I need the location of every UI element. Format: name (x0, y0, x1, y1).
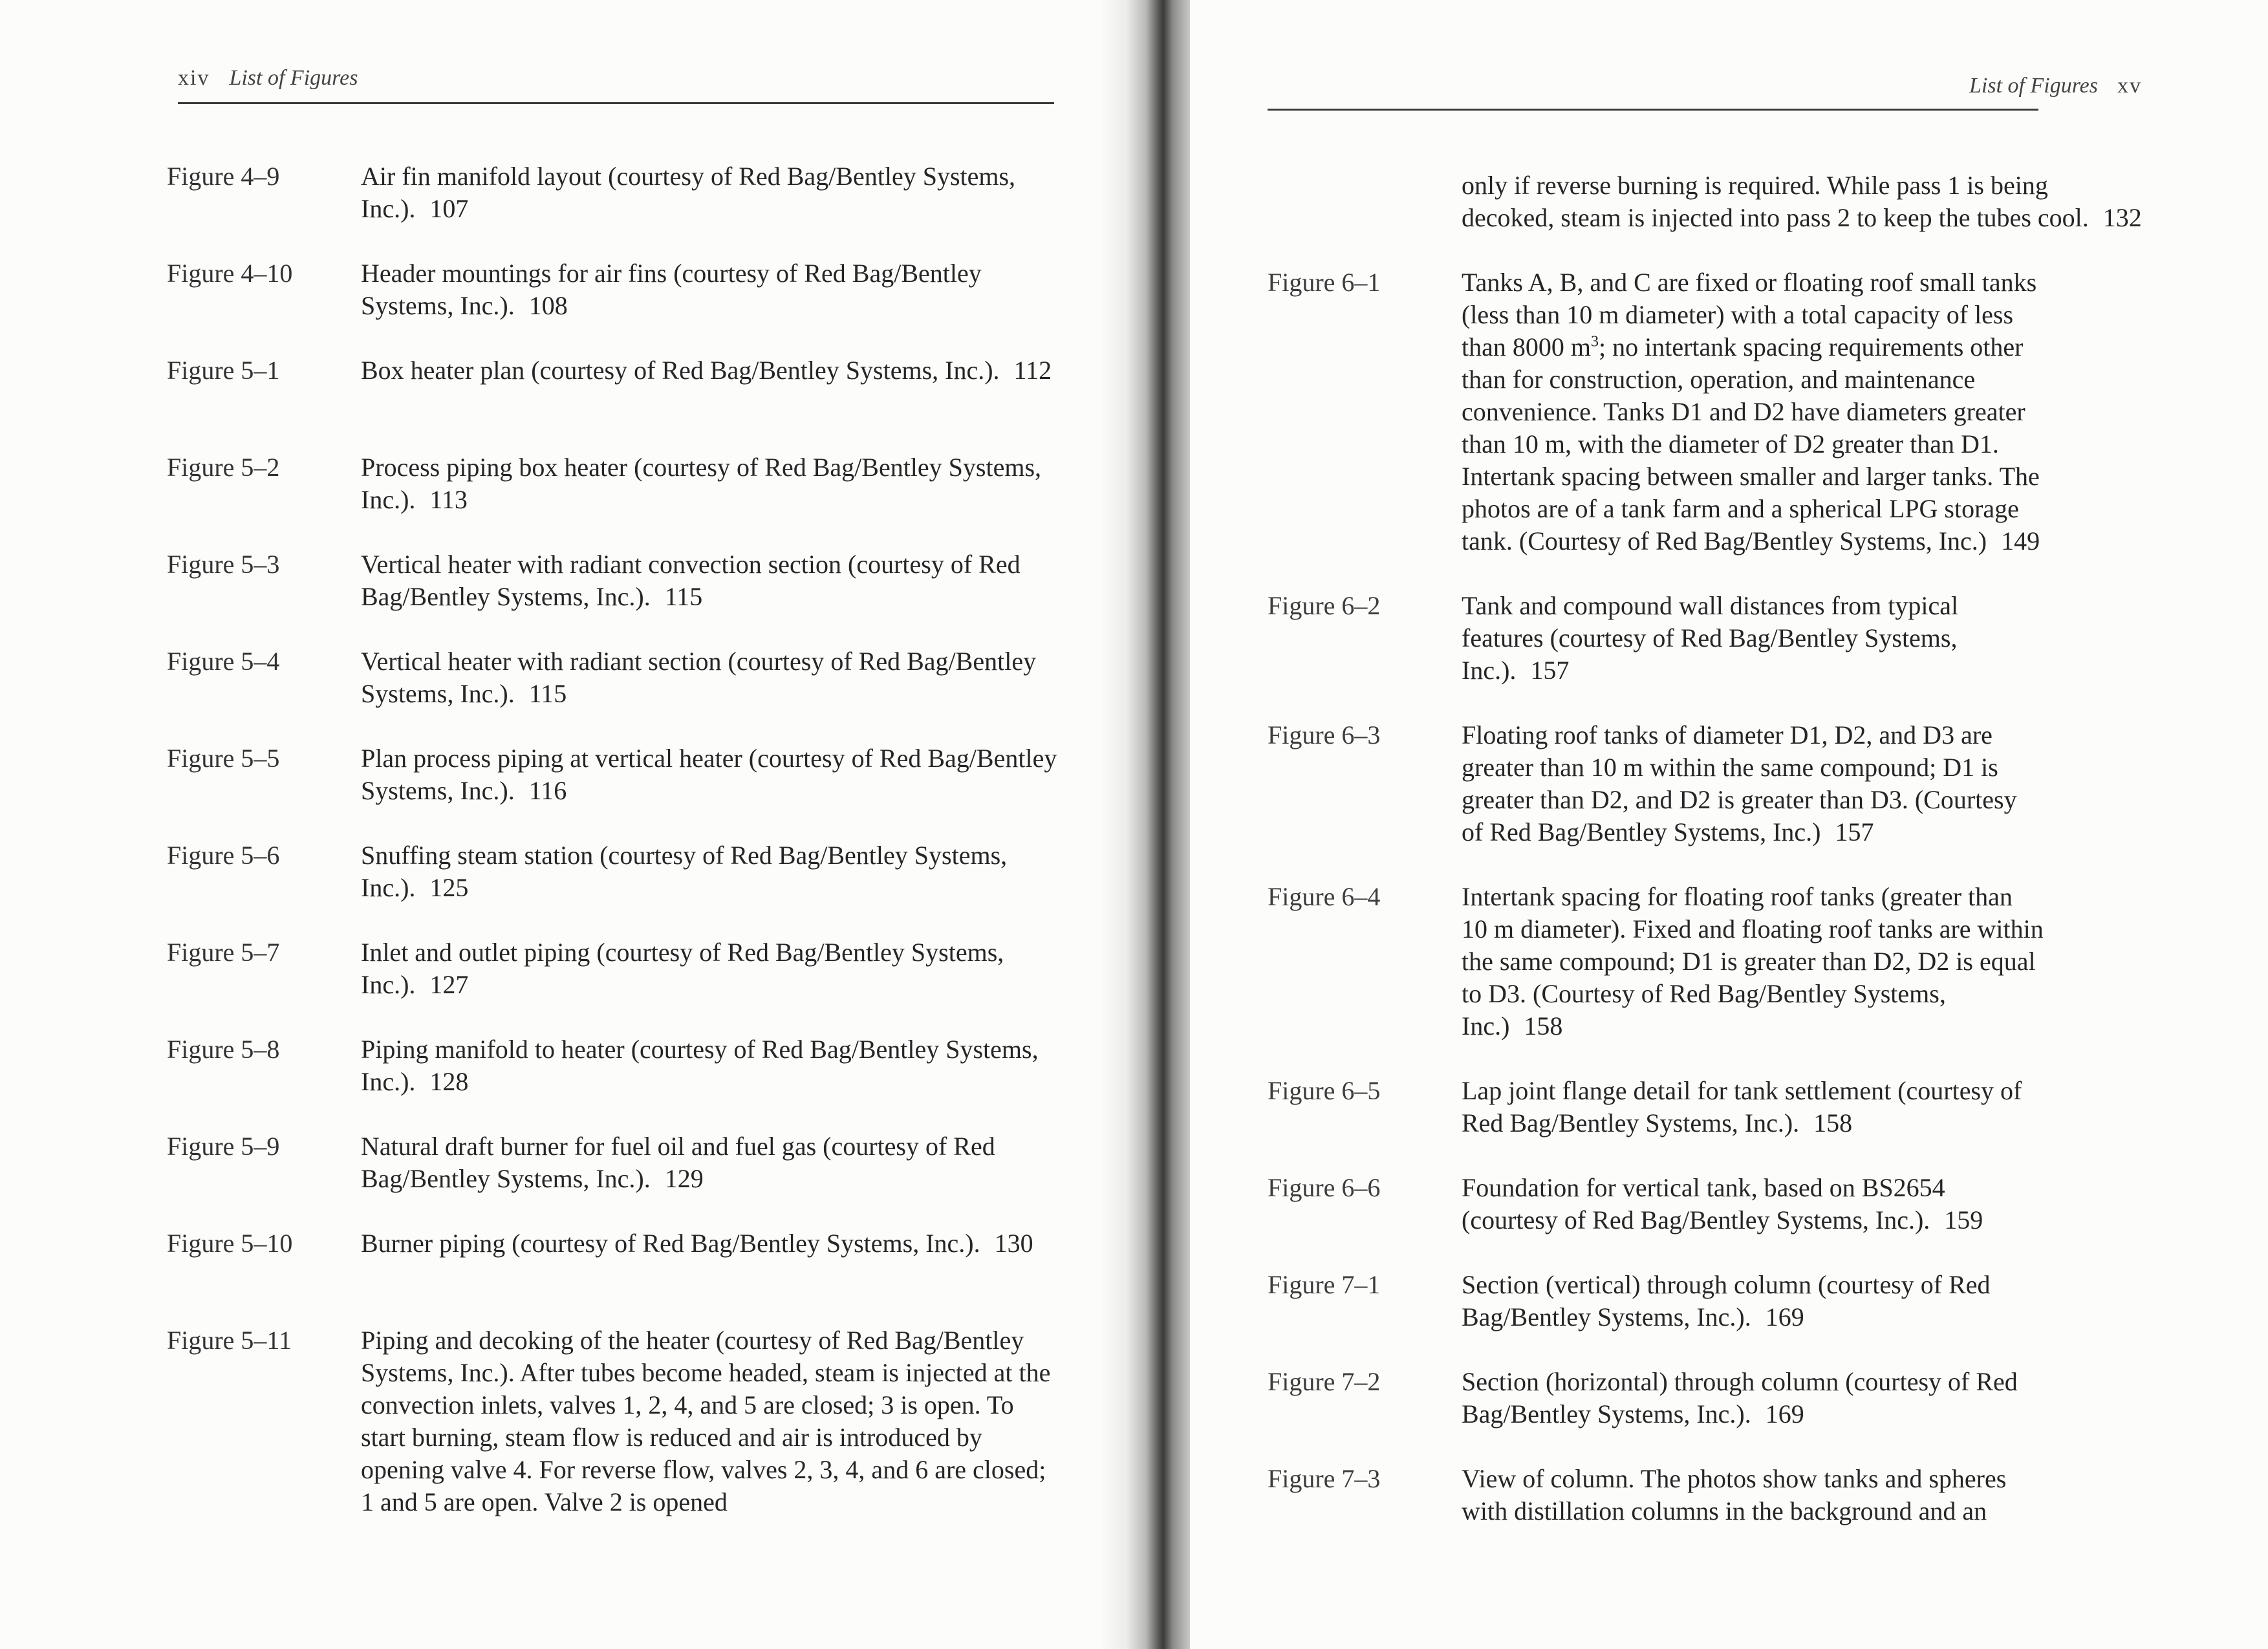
superscript: 3 (1590, 333, 1599, 350)
caption-text: Floating roof tanks of diameter D1, D2, and D3 are greater than 10 m within the same compound; D1 is greater than D2, and D2 is greater than D3. (Courtesy of Red Bag/Bentley Systems, Inc.) (1462, 720, 2017, 846)
figure-entry (1268, 1172, 2044, 1236)
figure-entry (1268, 719, 2044, 848)
figure-page-number: 158 (1524, 1011, 1563, 1040)
figure-label: Figure 5–6 (167, 841, 280, 870)
figure-caption (1462, 719, 2044, 848)
figure-entry (1268, 1463, 2044, 1527)
figure-entry (1268, 266, 2044, 557)
left-page-header (178, 66, 358, 91)
figure-caption (361, 645, 1059, 710)
figure-entry (167, 645, 1059, 742)
figure-caption (361, 1130, 1059, 1195)
figure-label: Figure 5–1 (167, 356, 280, 385)
figure-caption (1462, 1075, 2044, 1139)
figure-page-number: 125 (429, 873, 469, 902)
caption-text: Lap joint flange detail for tank settlement (courtesy of Red Bag/Bentley Systems, Inc.). (1462, 1076, 2022, 1137)
right-page-folio: xv (2117, 74, 2142, 98)
figure-page-number: 157 (1530, 656, 1570, 685)
figure-entry (167, 839, 1059, 936)
figure-label: Figure 7–1 (1268, 1270, 1381, 1299)
figure-label: Figure 5–2 (167, 453, 280, 482)
caption-text: Vertical heater with radiant section (courtesy of Red Bag/Bentley Systems, Inc.). (361, 647, 1037, 708)
figure-label: Figure 5–10 (167, 1229, 293, 1258)
caption-text: Plan process piping at vertical heater (courtesy of Red Bag/Bentley Systems, Inc.). (361, 744, 1057, 805)
figure-entry (167, 354, 1059, 451)
figure-caption (361, 1227, 1059, 1260)
figure-caption (361, 1033, 1059, 1098)
figure-label: Figure 5–11 (167, 1326, 292, 1355)
figure-label: Figure 6–5 (1268, 1076, 1381, 1105)
right-page (1190, 0, 2268, 1649)
figure-page-number: 115 (528, 679, 567, 708)
figure-page-number: 127 (429, 970, 469, 999)
right-header-rule (1268, 109, 2038, 111)
figure-page-number: 116 (528, 776, 567, 805)
figure-page-number: 107 (429, 194, 469, 223)
figure-label: Figure 6–1 (1268, 268, 1381, 297)
figure-label: Figure 5–7 (167, 938, 280, 967)
caption-text: Piping manifold to heater (courtesy of Red Bag/Bentley Systems, Inc.). (361, 1035, 1039, 1096)
caption-text: Intertank spacing for floating roof tanks (greater than 10 m diameter). Fixed and floating roof tanks are within the same compound; D1 is greater than D2, D2 is equal to D3. (Courtesy of Red Bag/Bentley Systems, Inc.) (1462, 882, 2044, 1040)
caption-text: Box heater plan (courtesy of Red Bag/Bentley Systems, Inc.). (361, 356, 1000, 385)
caption-text: ; no intertank spacing requirements other than for construction, operation, and maintenance convenience. Tanks D1 and D2 have diameters greater than 10 m, with the diameter of D2 greater than D1. Intertank spacing between smaller and larger tanks. The photos are of a tank farm and a spherical LPG storage tank. (Courtesy of Red Bag/Bentley Systems, Inc.) (1462, 332, 2040, 555)
figure-entry (1268, 1269, 2044, 1333)
figure-entry (167, 742, 1059, 839)
figure-caption (361, 354, 1059, 387)
figure-caption (361, 548, 1059, 613)
figure-entry (167, 936, 1059, 1033)
figure-caption (1462, 266, 2044, 557)
figure-page-number: 159 (1944, 1205, 1983, 1234)
figure-label: Figure 5–3 (167, 550, 280, 579)
left-page (0, 0, 1125, 1649)
figure-caption (1462, 1269, 2044, 1333)
caption-text: Process piping box heater (courtesy of Red Bag/Bentley Systems, Inc.). (361, 453, 1042, 514)
figure-caption (1462, 1172, 2044, 1236)
caption-text: Section (horizontal) through column (courtesy of Red Bag/Bentley Systems, Inc.). (1462, 1367, 2018, 1428)
figure-page-number: 169 (1765, 1399, 1804, 1428)
figure-label: Figure 6–6 (1268, 1173, 1381, 1202)
continued-caption (1462, 169, 2147, 234)
caption-text: Inlet and outlet piping (courtesy of Red Bag/Bentley Systems, Inc.). (361, 938, 1004, 999)
left-header-rule (178, 102, 1054, 104)
figure-page-number: 149 (2001, 526, 2040, 555)
figure-page-number: 157 (1835, 817, 1874, 846)
caption-text: Snuffing steam station (courtesy of Red Bag/Bentley Systems, Inc.). (361, 841, 1008, 902)
figure-page-number: 108 (528, 291, 568, 320)
figure-caption (361, 451, 1059, 516)
left-page-folio: xiv (178, 66, 210, 90)
figure-entry (167, 1227, 1059, 1324)
figure-label: Figure 7–3 (1268, 1464, 1381, 1493)
right-figure-list (1268, 169, 2142, 1560)
caption-text: only if reverse burning is required. While pass 1 is being decoked, steam is injected into pass 2 to keep the tubes cool. (1462, 171, 2089, 232)
figure-page-number: 169 (1765, 1302, 1804, 1331)
caption-text: Air fin manifold layout (courtesy of Red Bag/Bentley Systems, Inc.). (361, 162, 1016, 223)
caption-text: Piping and decoking of the heater (courtesy of Red Bag/Bentley Systems, Inc.). After tubes become headed, steam is injected at the convection inlets, valves 1, 2, 4, and 5 are closed; 3 is open. To start burning, steam flow is reduced and air is introduced by opening valve 4. For reverse flow, valves 2, 3, 4, and 6 are closed; 1 and 5 are open. Valve 2 is opened (361, 1326, 1051, 1516)
caption-text: View of column. The photos show tanks and spheres with distillation columns in the background and an (1462, 1464, 2007, 1525)
figure-caption (361, 257, 1059, 322)
figure-entry (167, 257, 1059, 354)
right-running-head: List of Figures (1969, 74, 2098, 98)
figure-caption (361, 839, 1059, 904)
figure-label: Figure 5–8 (167, 1035, 280, 1064)
figure-caption (1462, 590, 2044, 687)
caption-text: Foundation for vertical tank, based on BS2654 (courtesy of Red Bag/Bentley Systems, Inc.). (1462, 1173, 1945, 1234)
figure-caption (361, 160, 1059, 225)
figure-entry (167, 451, 1059, 548)
figure-caption (1462, 881, 2044, 1042)
figure-page-number: 115 (664, 582, 703, 611)
figure-page-number: 113 (429, 485, 468, 514)
figure-label: Figure 5–9 (167, 1132, 280, 1161)
caption-text: Burner piping (courtesy of Red Bag/Bentley Systems, Inc.). (361, 1229, 980, 1258)
figure-label: Figure 5–4 (167, 647, 280, 676)
figure-page-number: 130 (994, 1229, 1033, 1258)
left-figure-list (167, 160, 1059, 1518)
figure-label: Figure 6–2 (1268, 591, 1381, 620)
caption-text: Section (vertical) through column (courtesy of Red Bag/Bentley Systems, Inc.). (1462, 1270, 1991, 1331)
figure-label: Figure 7–2 (1268, 1367, 1381, 1396)
figure-entry (167, 548, 1059, 645)
left-running-head: List of Figures (229, 66, 358, 90)
figure-entry (167, 160, 1059, 257)
figure-caption (361, 1324, 1059, 1518)
figure-entry (167, 1324, 1059, 1518)
figure-caption (1462, 1366, 2044, 1430)
figure-page-number: 129 (664, 1164, 704, 1193)
figure-caption (1462, 1463, 2044, 1527)
figure-label: Figure 4–10 (167, 259, 293, 288)
figure-page-number: 132 (2102, 203, 2142, 232)
caption-text: Natural draft burner for fuel oil and fuel gas (courtesy of Red Bag/Bentley Systems, Inc.). (361, 1132, 995, 1193)
figure-page-number: 158 (1813, 1108, 1853, 1137)
figure-entry (1268, 1075, 2044, 1139)
figure-label: Figure 5–5 (167, 744, 280, 773)
figure-entry (167, 1033, 1059, 1130)
right-page-header (1969, 74, 2142, 98)
figure-caption (361, 936, 1059, 1001)
figure-entry (1268, 1366, 2044, 1430)
figure-label: Figure 6–4 (1268, 882, 1381, 911)
caption-text: Header mountings for air fins (courtesy of Red Bag/Bentley Systems, Inc.). (361, 259, 982, 320)
caption-text: Tank and compound wall distances from typical features (courtesy of Red Bag/Bentley Systems, Inc.). (1462, 591, 1959, 685)
caption-text: Vertical heater with radiant convection section (courtesy of Red Bag/Bentley Systems, Inc.). (361, 550, 1021, 611)
figure-entry (1268, 881, 2044, 1042)
figure-caption (361, 742, 1059, 807)
figure-label: Figure 6–3 (1268, 720, 1381, 749)
figure-page-number: 112 (1013, 356, 1052, 385)
figure-entry (167, 1130, 1059, 1227)
figure-entry (1268, 590, 2044, 687)
figure-page-number: 128 (429, 1067, 469, 1096)
figure-label: Figure 4–9 (167, 162, 280, 191)
caption-text: Tanks A, B, and C are fixed or floating roof small tanks (less than 10 m diameter) with a total capacity of less than 8000 m (1462, 268, 2037, 361)
